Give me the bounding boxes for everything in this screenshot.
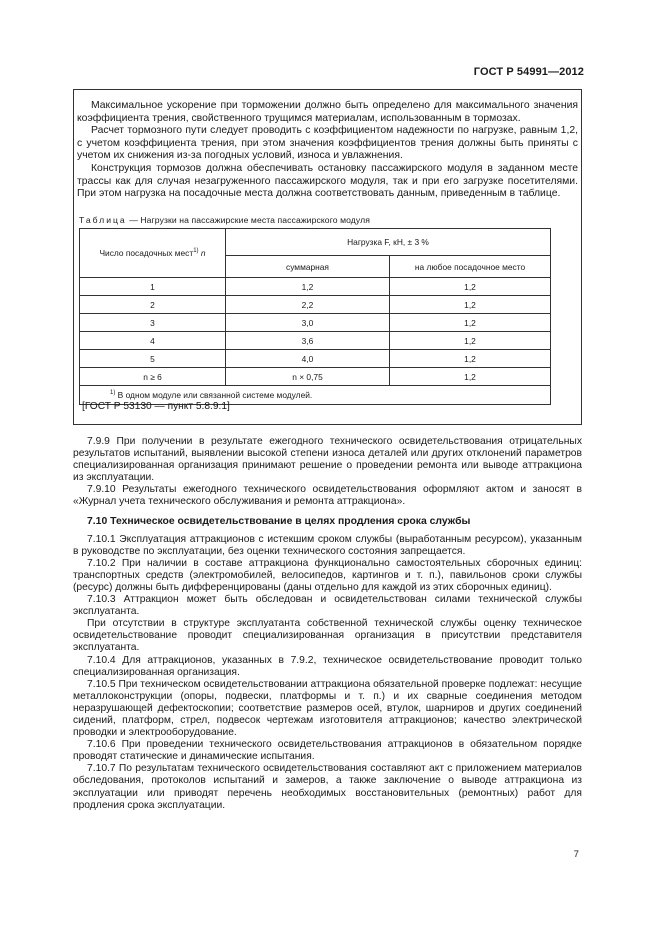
cell-any: 1,2	[390, 368, 551, 386]
document-id: ГОСТ Р 54991—2012	[473, 66, 584, 78]
table-caption-prefix: Таблица	[79, 215, 127, 225]
table-caption	[79, 215, 370, 225]
header-seat-count-var: n	[198, 248, 206, 258]
header-total: суммарная	[226, 256, 390, 278]
cell-total: 3,6	[226, 332, 390, 350]
page-number: 7	[573, 849, 579, 860]
main-text	[73, 436, 582, 812]
cell-any: 1,2	[390, 332, 551, 350]
cell-total: 1,2	[226, 278, 390, 296]
header-seat-count-text: Число посадочных мест	[99, 248, 194, 258]
table-row	[80, 296, 551, 314]
box-paragraph: Расчет тормозного пути следует проводить с коэффициентом надежности по нагрузке, равным 1,2, с учетом коэффициента трения, при этом значения коэффициентов трения должны быть приняты с учетом их снижения из-за погодных условий, износа и увлажнения.	[77, 125, 578, 162]
table-row	[80, 332, 551, 350]
table-row	[80, 314, 551, 332]
table-row	[80, 350, 551, 368]
cell-any: 1,2	[390, 296, 551, 314]
paragraph-7-9-9: 7.9.9 При получении в результате ежегодного технического освидетельствования отрицательных результатов испытаний, выявлении высокой степени износа деталей или других отклонений параметров специализированная организация принимают решение о проведении ремонта или выводе аттракциона из эксплуатации.	[73, 436, 582, 484]
paragraph-7-10-3-cont: При отсутствии в структуре эксплуатанта собственной технической службы оценку техническое освидетельствование проводит специализированная организация в присутствии представителя эксплуатанта.	[73, 618, 582, 654]
cell-any: 1,2	[390, 314, 551, 332]
cell-n: 5	[80, 350, 226, 368]
cell-total: 4,0	[226, 350, 390, 368]
table-row	[80, 368, 551, 386]
header-any-seat: на любое посадочное место	[390, 256, 551, 278]
cell-n: 4	[80, 332, 226, 350]
cell-total: 3,0	[226, 314, 390, 332]
section-title-7-10: 7.10 Техническое освидетельствование в целях продления срока службы	[87, 515, 471, 527]
cell-n: 2	[80, 296, 226, 314]
cell-any: 1,2	[390, 350, 551, 368]
quoted-standard-box	[73, 89, 582, 425]
footnote-mark: 1)	[110, 390, 116, 397]
table-caption-text: — Нагрузки на пассажирские места пассажирского модуля	[126, 215, 370, 225]
table-row	[80, 278, 551, 296]
footnote-text: В одном модуле или связанной системе модулей.	[115, 390, 313, 400]
load-table	[79, 228, 551, 405]
paragraph-7-10-4: 7.10.4 Для аттракционов, указанных в 7.9.2, техническое освидетельствование проводит только специализированная организация.	[73, 654, 582, 678]
header-load: Нагрузка F, кН, ± 3 %	[226, 229, 551, 256]
cell-n: n ≥ 6	[80, 368, 226, 386]
cell-total: n × 0,75	[226, 368, 390, 386]
cell-n: 1	[80, 278, 226, 296]
box-paragraph: Конструкция тормозов должна обеспечивать остановку пассажирского модуля в заданном месте трассы как для случая незагруженного пассажирского модуля, так и при его загрузке посетителями. При этом нагрузка на посадочные места должна соответствовать данным, приведенным в таблице.	[77, 162, 578, 200]
cell-total: 2,2	[226, 296, 390, 314]
paragraph-7-10-3: 7.10.3 Аттракцион может быть обследован и освидетельствован силами технической службы эксплуатанта.	[73, 594, 582, 618]
paragraph-7-10-6: 7.10.6 При проведении технического освидетельствования аттракционов в обязательном порядке проводят статические и динамические испытания.	[73, 739, 582, 763]
cell-n: 3	[80, 314, 226, 332]
header-seat-count	[80, 229, 226, 278]
paragraph-7-10-7: 7.10.7 По результатам технического освидетельствования составляют акт с приложением материалов обследования, протоколов испытаний и замеров, а также заключение о выводе аттракциона из эксплуатации или приводят перечень необходимых восстановительных (ремонтных) работ для продления срока эксплуатации.	[73, 763, 582, 811]
header-footnote-mark: 1)	[193, 248, 199, 255]
source-reference: [ГОСТ Р 53130 — пункт 5.8.9.1]	[82, 401, 230, 412]
paragraph-7-9-10: 7.9.10 Результаты ежегодного технического освидетельствования оформляют актом и заносят в «Журнал учета технического обслуживания и ремонта аттракциона».	[73, 484, 582, 508]
paragraph-7-10-2: 7.10.2 При наличии в составе аттракциона функционально самостоятельных сборочных единиц: транспортных средств (электромобилей, велосипедов, картингов и т. п.), павильонов сроки службы (ресурс) должны быть дифференцированы (даны отдельно для каждой из этих сборочных единиц).	[73, 557, 582, 593]
paragraph-7-10-5: 7.10.5 При техническом освидетельствовании аттракциона обязательной проверке подлежат: несущие металлоконструкции (опоры, подвески, платформы и т. п.) и их сварные соединения методом неразрушающей дефектоскопии; соответствие размеров осей, втулок, шарниров и других соединений сидений, платформ, стрел, подвесок чертежам изготовителя аттракционов; качество электрической проводки и электрооборудование.	[73, 678, 582, 739]
box-paragraphs	[77, 100, 578, 201]
cell-any: 1,2	[390, 278, 551, 296]
paragraph-7-10-1: 7.10.1 Эксплуатация аттракционов с истекшим сроком службы (выработанным ресурсом), указанным в руководстве по эксплуатации, без оценки технического состояния запрещается.	[73, 533, 582, 557]
box-paragraph: Максимальное ускорение при торможении должно быть определено для максимального значения коэффициента трения, свойственного трущимся материалам, использованным в тормозах.	[77, 100, 578, 124]
